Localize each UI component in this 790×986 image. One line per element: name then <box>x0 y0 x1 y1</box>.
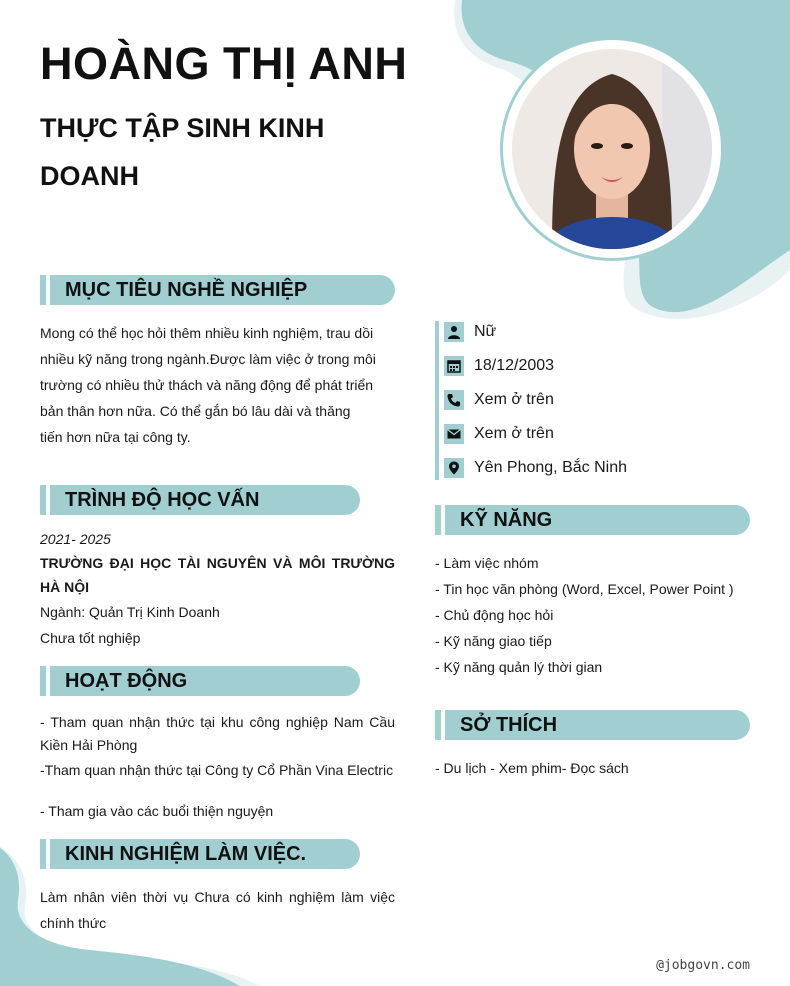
section-header-skills <box>435 505 750 535</box>
avatar <box>512 49 712 249</box>
section-title: SỞ THÍCH <box>460 714 558 736</box>
person-icon <box>444 322 464 342</box>
section-header-education <box>40 485 360 515</box>
section-title: KỸ NĂNG <box>460 509 553 531</box>
education-years: 2021- 2025 <box>40 531 111 547</box>
activity-item: - Tham gia vào các buổi thiện nguyện <box>40 803 274 819</box>
education-status: Chưa tốt nghiệp <box>40 630 141 646</box>
skill-item: - Làm việc nhóm <box>435 555 539 571</box>
contact-value: Xem ở trên <box>474 391 554 408</box>
activity-item: -Tham quan nhận thức tại Công ty Cổ Phần Vina Electric <box>40 762 394 778</box>
avatar-frame <box>500 37 724 261</box>
skill-item: - Tin học văn phòng (Word, Excel, Power Point ) <box>435 581 734 597</box>
profile-photo-icon <box>512 49 712 249</box>
email-icon <box>444 424 464 444</box>
contact-value: Nữ <box>474 323 497 340</box>
section-header-hobbies <box>435 710 750 740</box>
location-pin-icon <box>444 458 464 478</box>
experience-text: Làm nhân viên thời vụ Chưa có kinh nghiệm làm việc chính thức <box>40 889 395 931</box>
contact-value: Yên Phong, Bắc Ninh <box>474 459 627 476</box>
section-title: KINH NGHIỆM LÀM VIỆC. <box>65 843 307 865</box>
section-title: HOẠT ĐỘNG <box>65 670 188 692</box>
calendar-icon <box>444 356 464 376</box>
section-header-experience <box>40 839 360 869</box>
contact-accent-bar <box>435 321 439 480</box>
education-major: Ngành: Quản Trị Kinh Doanh <box>40 604 220 620</box>
skill-item: - Kỹ năng giao tiếp <box>435 633 552 649</box>
contact-value: 18/12/2003 <box>474 357 555 374</box>
skill-item: - Chủ động học hỏi <box>435 607 554 623</box>
section-title: TRÌNH ĐỘ HỌC VẤN <box>65 489 260 511</box>
education-school: TRƯỜNG ĐẠI HỌC TÀI NGUYÊN VÀ MÔI TRƯỜNG HÀ NỘI <box>40 555 395 595</box>
job-title: THỰC TẬP SINH KINH DOANH <box>40 113 325 191</box>
contact-value: Xem ở trên <box>474 425 554 442</box>
activity-item: - Tham quan nhận thức tại khu công nghiệp Nam Cầu Kiền Hải Phòng <box>40 714 395 753</box>
phone-icon <box>444 390 464 410</box>
section-header-activities <box>40 666 360 696</box>
skill-item: - Kỹ năng quản lý thời gian <box>435 659 603 675</box>
footer-watermark: @jobgovn.com <box>656 958 750 973</box>
candidate-name: HOÀNG THỊ ANH <box>40 38 408 89</box>
section-title: MỤC TIÊU NGHỀ NGHIỆP <box>65 279 308 301</box>
objective-text: Mong có thể học hỏi thêm nhiều kinh nghiệm, trau dồi nhiều kỹ năng trong ngành.Được làm việc ở trong môi trường có nhiều thử thách và năng động để phát triển bản thân hơn nữa. Có thể gắn bó lâu dài và thăng tiến hơn nữa tại công ty. <box>40 325 376 445</box>
hobbies-text: - Du lịch - Xem phim- Đọc sách <box>435 760 629 776</box>
section-header-objective <box>40 275 395 305</box>
